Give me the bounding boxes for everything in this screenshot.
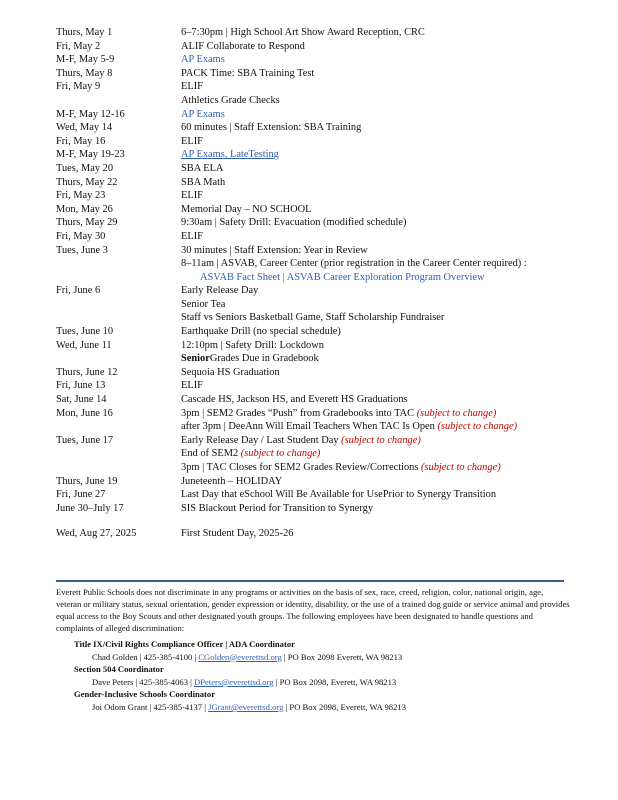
contact-title: Title IX/Civil Rights Compliance Officer | ADA Coordinator [74, 639, 295, 649]
schedule-row [56, 461, 576, 475]
schedule-event [181, 216, 406, 230]
subject-to-change-note: (subject to change) [437, 421, 518, 433]
schedule-row [56, 366, 576, 380]
schedule-event [181, 40, 305, 54]
schedule-event [181, 461, 501, 475]
event-text: 8–11am | ASVAB, Career Center (prior registration in the Career Center required) : [181, 258, 527, 270]
event-text: 3pm | SEM2 Grades “Push” from Gradebooks into TAC [181, 407, 417, 419]
schedule-date: Thurs, May 29 [56, 217, 118, 229]
contact-email-link[interactable]: DPeters@everettsd.org [194, 676, 274, 687]
schedule-date: Fri, June 6 [56, 285, 101, 297]
schedule-row [56, 352, 576, 366]
event-text: Grades Due in Gradebook [209, 353, 319, 365]
schedule-row [56, 257, 576, 271]
schedule-event [181, 352, 319, 366]
schedule-list [56, 26, 576, 541]
schedule-event [181, 311, 444, 325]
schedule-row [56, 420, 576, 434]
schedule-row [56, 475, 576, 489]
schedule-date: Mon, May 26 [56, 203, 113, 215]
schedule-event [181, 434, 421, 448]
schedule-row [56, 80, 576, 94]
schedule-event [181, 379, 203, 393]
schedule-event [181, 67, 314, 81]
schedule-event [181, 420, 517, 434]
contact-address: | PO Box 2098, Everett, WA 98213 [273, 676, 397, 687]
schedule-row [56, 488, 576, 502]
schedule-event [181, 502, 373, 516]
event-text: Staff vs Seniors Basketball Game, Staff Scholarship Fundraiser [181, 312, 445, 324]
contact-details [56, 701, 576, 714]
schedule-row [56, 379, 576, 393]
schedule-date: Wed, May 14 [56, 122, 113, 134]
schedule-event [181, 393, 408, 407]
event-text: after 3pm | DeeAnn Will Email Teachers When TAC Is Open [181, 421, 438, 433]
event-text: Juneteenth – HOLIDAY [181, 475, 283, 487]
schedule-event [181, 244, 368, 258]
schedule-date: Thurs, May 22 [56, 176, 118, 188]
event-text: First Student Day, 2025-26 [181, 528, 294, 540]
schedule-row [56, 162, 576, 176]
event-text: ELIF [181, 230, 203, 242]
schedule-event [181, 53, 225, 67]
schedule-date: Fri, May 16 [56, 135, 106, 147]
schedule-date: Tues, June 10 [56, 326, 114, 338]
event-text: Athletics Grade Checks [181, 94, 280, 106]
subject-to-change-note: (subject to change) [240, 448, 321, 460]
schedule-row [56, 527, 576, 541]
schedule-event [200, 271, 485, 285]
contact-details [56, 651, 576, 664]
event-text: 3pm | TAC Closes for SEM2 Grades Review/Corrections [181, 462, 422, 473]
event-text: Senior [181, 353, 210, 365]
schedule-date: Wed, June 11 [56, 339, 112, 351]
schedule-date: Thurs, May 1 [56, 27, 113, 38]
schedule-event [181, 488, 496, 502]
event-text: Sequoia HS Graduation [181, 366, 280, 378]
schedule-date: M-F, May 5-9 [56, 54, 115, 66]
event-text: Early Release Day [181, 285, 259, 297]
contact-address: | PO Box 2098, Everett, WA 98213 [283, 701, 406, 712]
schedule-row [56, 284, 576, 298]
contact-name-phone: Dave Peters | 425-385-4063 | [92, 676, 195, 687]
event-text: SIS Blackout Period for Transition to Synergy [181, 502, 374, 514]
schedule-date: Wed, Aug 27, 2025 [56, 528, 137, 540]
schedule-row [56, 311, 576, 325]
event-text: 60 minutes | Staff Extension: SBA Training [181, 122, 362, 134]
event-text: End of SEM2 [181, 448, 241, 460]
event-text: SBA Math [181, 176, 226, 188]
schedule-row [56, 40, 576, 54]
schedule-row [56, 216, 576, 230]
schedule-date: Sat, June 14 [56, 394, 107, 406]
schedule-date: Fri, May 2 [56, 40, 101, 52]
nondiscrimination-statement: Everett Public Schools does not discriminate in any programs or activities on the basis of sex, race, creed, religion, color, national origin, age, veteran or military status, sexual orientation, gender expression or identity, disability, or the use of a trained dog guide or service animal and provides equal access to the Boy Scouts and other designated youth groups. The following employees have been designated to handle questions and complaints of alleged discrimination: [56, 587, 570, 633]
schedule-row [56, 203, 576, 217]
event-text: Memorial Day – NO SCHOOL [181, 203, 312, 215]
event-text: SBA ELA [181, 162, 224, 174]
schedule-event [181, 148, 279, 162]
schedule-event [181, 325, 341, 339]
schedule-date: Thurs, May 8 [56, 67, 113, 79]
event-text: ELIF [181, 380, 203, 392]
schedule-date: Fri, June 13 [56, 380, 106, 392]
contact-email-link[interactable]: JGrant@everettsd.org [208, 701, 284, 712]
event-text: ALIF Collaborate to Respond [181, 40, 305, 52]
event-text: Earthquake Drill (no special schedule) [181, 326, 341, 338]
schedule-row [56, 325, 576, 339]
schedule-row [56, 271, 576, 285]
schedule-event [181, 176, 225, 190]
contact-details [56, 676, 576, 689]
event-text: 30 minutes | Staff Extension: Year in Review [181, 244, 368, 256]
schedule-row [56, 434, 576, 448]
schedule-date: M-F, May 19-23 [56, 149, 125, 161]
event-text: ELIF [181, 190, 203, 202]
schedule-date: Mon, June 16 [56, 407, 113, 419]
schedule-row [56, 135, 576, 149]
schedule-event [181, 135, 203, 149]
schedule-date: Fri, May 23 [56, 190, 106, 202]
schedule-row [56, 447, 576, 461]
event-text: ELIF [181, 81, 203, 93]
schedule-row [56, 230, 576, 244]
schedule-date: Fri, May 30 [56, 230, 106, 242]
schedule-date: Thurs, June 19 [56, 475, 118, 487]
contact-name-phone: Chad Golden | 425-385-4100 | [92, 651, 199, 662]
schedule-row [56, 244, 576, 258]
event-text: PACK Time: SBA Training Test [181, 67, 315, 79]
event-text: 6–7:30pm | High School Art Show Award Reception, CRC [181, 27, 425, 38]
schedule-event [181, 447, 320, 461]
contact-title: Section 504 Coordinator [74, 664, 164, 675]
event-text: Last Day that eSchool Will Be Available for UsePrior to Synergy Transition [181, 489, 497, 501]
schedule-event [181, 527, 293, 541]
schedule-event [181, 189, 203, 203]
event-text: ELIF [181, 135, 203, 147]
schedule-row [56, 53, 576, 67]
event-text: 12:10pm | Safety Drill: Lockdown [181, 339, 324, 351]
schedule-date: Fri, June 27 [56, 489, 106, 501]
schedule-row [56, 339, 576, 353]
schedule-date: M-F, May 12-16 [56, 108, 125, 120]
event-link[interactable]: AP Exams [181, 108, 225, 120]
schedule-date: Tues, June 17 [56, 434, 114, 446]
subject-to-change-note: (subject to change) [416, 407, 497, 419]
event-text: Senior Tea [181, 298, 226, 310]
schedule-date: June 30–July 17 [56, 502, 124, 514]
event-link[interactable]: AP Exams, LateTesting [181, 149, 279, 161]
schedule-date: Tues, May 20 [56, 162, 114, 174]
schedule-event [181, 284, 258, 298]
schedule-event [181, 366, 280, 380]
subject-to-change-note: (subject to change) [421, 462, 501, 473]
event-text: 9:30am | Safety Drill: Evacuation (modified schedule) [181, 217, 407, 229]
schedule-row [56, 407, 576, 421]
schedule-date: Tues, June 3 [56, 244, 108, 256]
schedule-row [56, 298, 576, 312]
contacts-block [56, 638, 576, 714]
schedule-event [181, 108, 225, 122]
schedule-row [56, 502, 576, 516]
schedule-row [56, 148, 576, 162]
schedule-date: Thurs, June 12 [56, 366, 118, 378]
schedule-event [181, 475, 282, 489]
schedule-event [181, 230, 203, 244]
contact-name-phone: Joi Odom Grant | 425-385-4137 | [92, 701, 209, 712]
schedule-row [56, 26, 576, 40]
schedule-row [56, 108, 576, 122]
event-text: Early Release Day / Last Student Day [181, 434, 342, 446]
schedule-event [181, 407, 496, 421]
schedule-event [181, 257, 527, 271]
schedule-event [181, 121, 361, 135]
event-link[interactable]: ASVAB Fact Sheet | ASVAB Career Exploration Program Overview [200, 271, 485, 283]
schedule-row [56, 176, 576, 190]
footer-divider [56, 580, 564, 582]
contact-address: | PO Box 2098 Everett, WA 98213 [281, 651, 403, 662]
event-link[interactable]: AP Exams [181, 54, 225, 66]
schedule-event [181, 26, 425, 40]
schedule-event [181, 94, 280, 108]
event-text: Cascade HS, Jackson HS, and Everett HS Graduations [181, 394, 408, 406]
schedule-row [56, 94, 576, 108]
contact-title: Gender-Inclusive Schools Coordinator [74, 689, 216, 700]
schedule-row [56, 121, 576, 135]
schedule-event [181, 162, 223, 176]
schedule-event [181, 339, 324, 353]
schedule-row [56, 67, 576, 81]
schedule-date: Fri, May 9 [56, 81, 101, 93]
subject-to-change-note: (subject to change) [341, 434, 421, 446]
contact-email-link[interactable]: CGolden@everettsd.org [198, 651, 282, 662]
schedule-event [181, 203, 311, 217]
schedule-event [181, 298, 225, 312]
schedule-row [56, 393, 576, 407]
schedule-row [56, 189, 576, 203]
schedule-event [181, 80, 203, 94]
